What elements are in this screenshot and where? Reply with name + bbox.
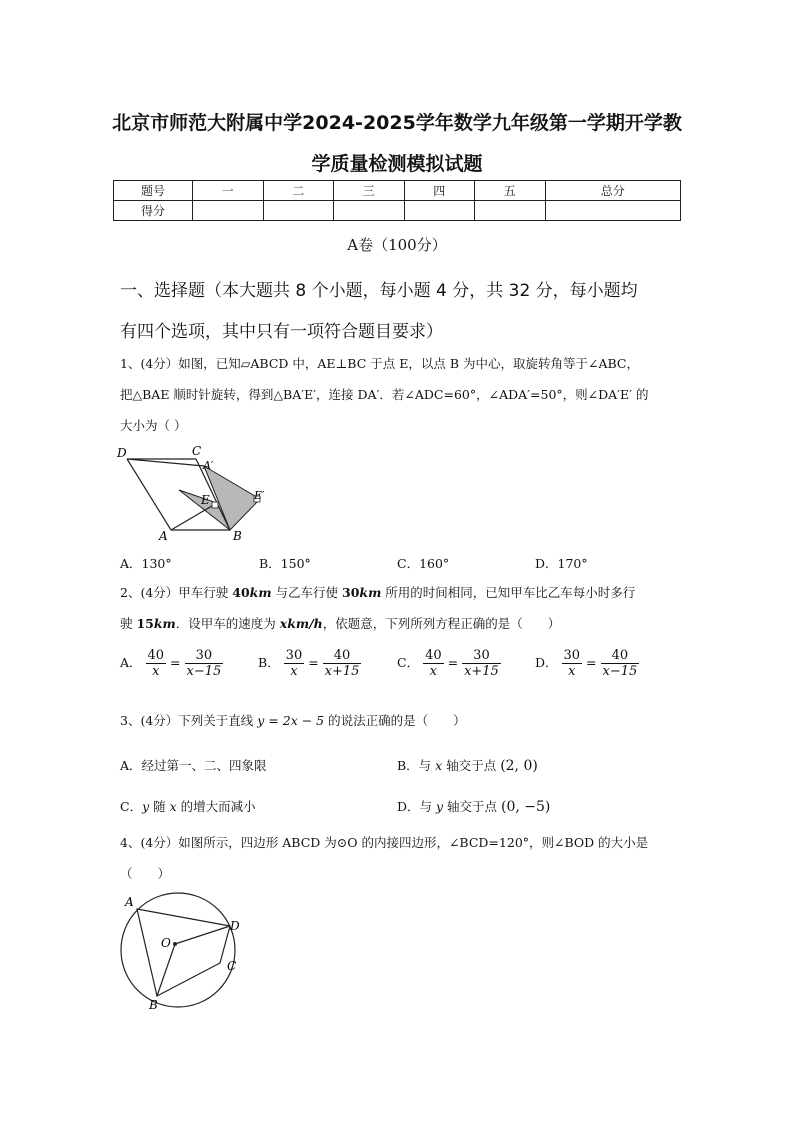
q1-stem-line1: 1、(4分）如图，已知▱ABCD 中，AE⊥BC 于点 E，以点 B 为中心，取旋转角等于∠ABC， xyxy=(120,356,639,371)
q4-label-b: B xyxy=(149,998,158,1012)
q3-option-a[interactable]: A．经过第一、二、四象限 xyxy=(120,758,267,773)
q4-center-point xyxy=(173,942,177,946)
q2-option-c[interactable]: C． $\frac{40}{x}$ = $\frac{30}{x+15}$ xyxy=(397,648,499,679)
q1-label-a: A xyxy=(159,529,168,543)
q1-label-d: D xyxy=(117,446,127,460)
q2-option-b[interactable]: B． $\frac{30}{x}$ = $\frac{40}{x+15}$ xyxy=(258,648,360,679)
q1-stem-line3: 大小为（ ） xyxy=(120,418,187,433)
score-header-cell: 总分 xyxy=(545,181,681,201)
q1-option-a[interactable]: A．130° xyxy=(120,556,172,571)
q1-shaded-triangle-ba1e1 xyxy=(204,466,260,530)
score-input-cell xyxy=(545,201,681,221)
q3-option-b[interactable]: B．与 x 轴交于点 (2, 0) xyxy=(397,758,538,774)
q2-stem-line1: 2、(4分）甲车行驶 40km 与乙车行使 30km 所用的时间相同，已知甲车比乙车每小时多行 xyxy=(120,585,636,600)
score-header-cell: 一 xyxy=(193,181,264,201)
score-table-header-row xyxy=(114,181,681,201)
q2-stem-line2: 驶 15km．设甲车的速度为 xkm/h，依题意，下列所列方程正确的是（ ） xyxy=(120,616,561,631)
exam-title-line1: 北京市师范大附属中学2024-2025学年数学九年级第一学期开学教 xyxy=(112,112,682,134)
score-header-cell: 题号 xyxy=(114,181,193,201)
q1-line-ae xyxy=(171,503,217,530)
score-header-cell: 四 xyxy=(404,181,475,201)
score-table xyxy=(113,180,681,221)
score-input-cell xyxy=(475,201,546,221)
section-heading-line1: 一、选择题（本大题共 8 个小题，每小题 4 分，共 32 分，每小题均 xyxy=(120,281,638,301)
q2-option-d[interactable]: D． $\frac{30}{x}$ = $\frac{40}{x-15}$ xyxy=(535,648,638,679)
q4-label-a: A xyxy=(125,895,134,909)
q1-figure xyxy=(115,442,275,546)
q1-line-da1 xyxy=(127,459,204,466)
score-row-label: 得分 xyxy=(114,201,193,221)
q4-line-od xyxy=(175,926,230,944)
q1-option-d[interactable]: D．170° xyxy=(535,556,588,571)
score-input-cell xyxy=(193,201,264,221)
score-header-cell: 三 xyxy=(334,181,405,201)
q1-line-da xyxy=(127,459,171,530)
score-header-cell: 五 xyxy=(475,181,546,201)
q4-stem-line2: （ ） xyxy=(120,866,171,881)
q1-option-c[interactable]: C．160° xyxy=(397,556,450,571)
q3-option-d[interactable]: D．与 y 轴交于点 (0, −5) xyxy=(397,799,551,815)
q1-label-e: E xyxy=(201,493,210,507)
score-input-cell xyxy=(263,201,334,221)
q1-stem-line2: 把△BAE 顺时针旋转，得到△BA′E′，连接 DA′．若∠ADC=60°，∠ADA′=50°，则∠DA′E′ 的 xyxy=(120,387,649,402)
q4-stem-line1: 4、(4分）如图所示，四边形 ABCD 为⊙O 的内接四边形，∠BCD=120°，则∠BOD 的大小是 xyxy=(120,835,649,850)
q4-circle-o xyxy=(121,893,235,1007)
q3-option-c[interactable]: C．y 随 x 的增大而减小 xyxy=(120,799,256,814)
q1-label-e1: E′ xyxy=(254,489,265,502)
score-header-cell: 二 xyxy=(263,181,334,201)
exam-title-line2: 学质量检测模拟试题 xyxy=(311,153,483,175)
volume-label: A卷（100分） xyxy=(347,236,447,254)
score-table-score-row xyxy=(114,201,681,221)
q4-figure xyxy=(115,890,255,1015)
q4-label-o: O xyxy=(161,936,171,950)
q1-option-b[interactable]: B．150° xyxy=(259,556,311,571)
q1-label-c: C xyxy=(192,444,202,458)
q4-quadrilateral-abcd xyxy=(137,909,230,996)
q3-stem: 3、(4分）下列关于直线 y = 2x − 5 的说法正确的是（ ） xyxy=(120,713,466,728)
q1-label-b: B xyxy=(233,529,242,543)
q1-right-angle-e xyxy=(212,502,218,508)
q1-label-a1: A′ xyxy=(203,459,214,472)
section-heading-line2: 有四个选项，其中只有一项符合题目要求） xyxy=(120,322,443,342)
q4-label-c: C xyxy=(227,959,237,973)
q4-label-d: D xyxy=(230,919,240,933)
q2-option-a[interactable]: A． $\frac{40}{x}$ = $\frac{30}{x-15}$ xyxy=(120,648,222,679)
score-input-cell xyxy=(334,201,405,221)
score-input-cell xyxy=(404,201,475,221)
